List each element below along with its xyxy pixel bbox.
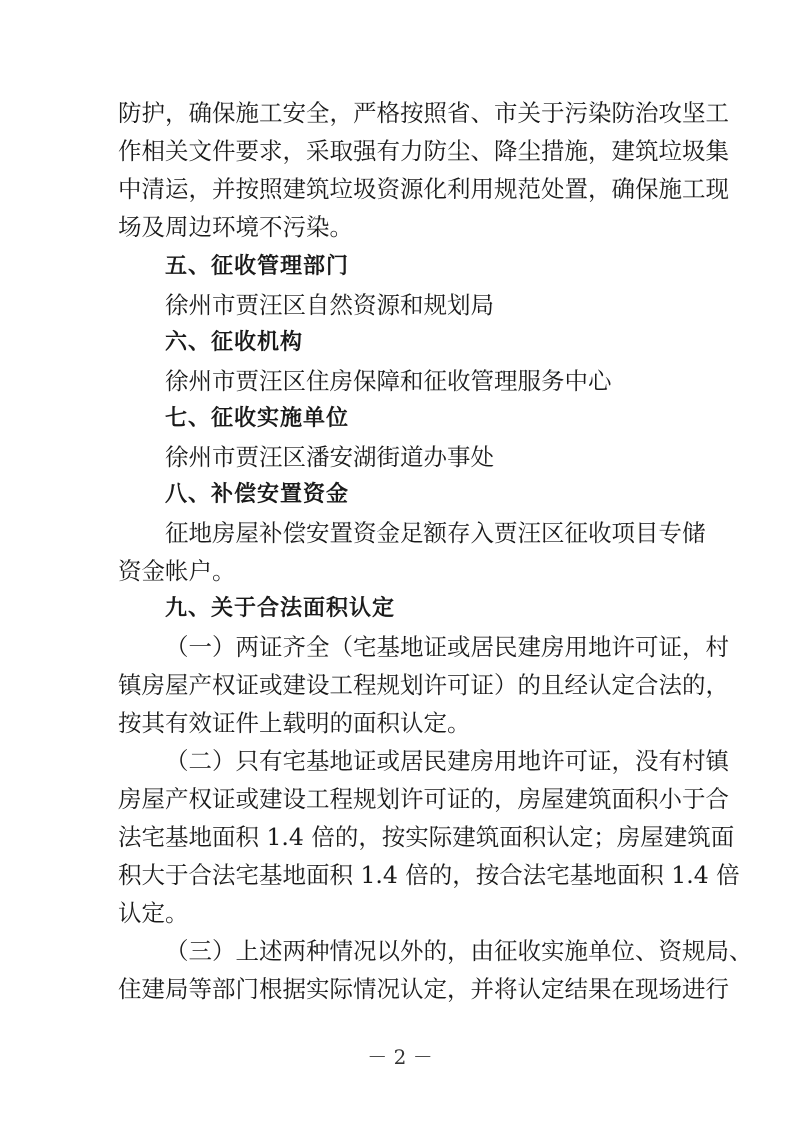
section-heading: 九、关于合法面积认定 bbox=[165, 596, 396, 621]
body-text-line: 征地房屋补偿安置资金足额存入贾汪区征收项目专储 bbox=[165, 519, 706, 547]
body-text-line: 徐州市贾汪区自然资源和规划局 bbox=[165, 291, 494, 319]
body-text-line: 中清运，并按照建筑垃圾资源化利用规范处置，确保施工现 bbox=[118, 175, 729, 203]
body-text-line: 法宅基地面积 1.4 倍的，按实际建筑面积认定；房屋建筑面 bbox=[118, 823, 735, 851]
body-text-line: （三）上述两种情况以外的，由征收实施单位、资规局、 bbox=[165, 937, 753, 965]
body-text-line: 积大于合法宅基地面积 1.4 倍的，按合法宅基地面积 1.4 倍 bbox=[118, 861, 740, 889]
body-text-line: 防护，确保施工安全，严格按照省、市关于污染防治攻坚工 bbox=[118, 99, 729, 127]
body-text-line: 房屋产权证或建设工程规划许可证的，房屋建筑面积小于合 bbox=[118, 785, 729, 813]
body-text-line: 镇房屋产权证或建设工程规划许可证）的且经认定合法的， bbox=[118, 671, 729, 699]
section-heading: 八、补偿安置资金 bbox=[165, 482, 350, 507]
body-text-line: 住建局等部门根据实际情况认定，并将认定结果在现场进行 bbox=[118, 975, 729, 1003]
section-heading: 六、征收机构 bbox=[165, 330, 304, 355]
body-text-line: （一）两证齐全（宅基地证或居民建房用地许可证，村 bbox=[165, 633, 729, 661]
body-text-line: 按其有效证件上载明的面积认定。 bbox=[118, 709, 471, 737]
page-number: － 2 － bbox=[367, 1045, 433, 1069]
section-heading: 七、征收实施单位 bbox=[165, 406, 350, 431]
body-text-line: 资金帐户。 bbox=[118, 557, 236, 585]
body-text-line: 徐州市贾汪区住房保障和征收管理服务中心 bbox=[165, 367, 612, 395]
body-text-line: 认定。 bbox=[118, 899, 189, 927]
body-text-line: 徐州市贾汪区潘安湖街道办事处 bbox=[165, 443, 494, 471]
section-heading: 五、征收管理部门 bbox=[165, 254, 350, 279]
body-text-line: 作相关文件要求，采取强有力防尘、降尘措施，建筑垃圾集 bbox=[118, 137, 729, 165]
body-text-line: 场及周边环境不污染。 bbox=[118, 213, 353, 241]
body-text-line: （二）只有宅基地证或居民建房用地许可证，没有村镇 bbox=[165, 747, 729, 775]
